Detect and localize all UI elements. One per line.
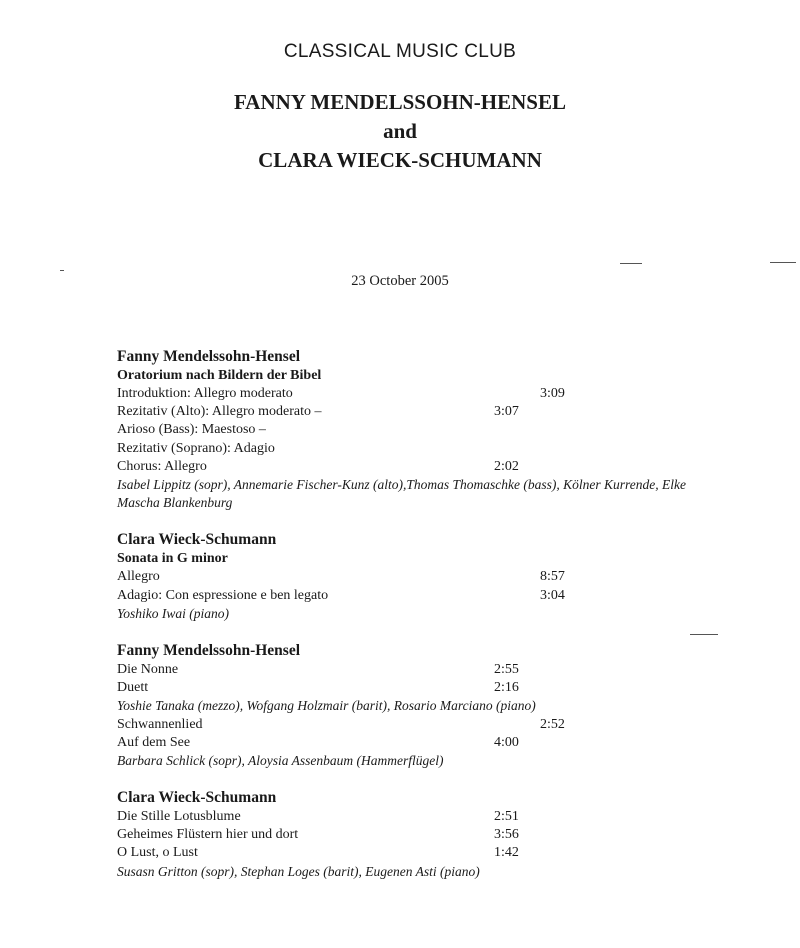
section-work-title: Sonata in G minor	[117, 551, 228, 567]
track-row	[117, 661, 717, 679]
scan-speck	[60, 270, 64, 271]
section-composer: Fanny Mendelssohn-Hensel	[117, 348, 301, 365]
track-duration: 4:00	[494, 734, 519, 750]
track-row	[117, 385, 717, 403]
track-duration: 3:07	[494, 404, 519, 420]
composer-heading-2: CLARA WIECK-SCHUMANN	[258, 148, 542, 172]
heading-conjunction: and	[383, 119, 417, 143]
performers: Susasn Gritton (sopr), Stephan Loges (barit), Eugenen Asti (piano)	[117, 863, 480, 879]
track-duration: 2:16	[494, 680, 519, 696]
section-composer: Fanny Mendelssohn-Hensel	[117, 641, 301, 659]
track-row	[117, 808, 717, 826]
program-section	[117, 530, 717, 623]
program-section	[117, 788, 717, 881]
track-title: Arioso (Bass): Maestoso –	[117, 422, 266, 438]
track-title: Rezitativ (Soprano): Adagio	[117, 440, 275, 456]
track-row	[117, 403, 717, 421]
track-row	[117, 587, 717, 605]
program-list	[117, 347, 717, 899]
track-duration: 2:51	[494, 809, 519, 825]
track-row	[117, 679, 717, 697]
track-title: Geheimes Flüstern hier und dort	[117, 827, 299, 843]
track-title: Duett	[117, 680, 149, 696]
performers: Yoshiko Iwai (piano)	[117, 605, 230, 621]
track-duration: 2:55	[494, 661, 519, 677]
track-duration: 3:04	[540, 587, 565, 603]
track-row	[117, 826, 717, 844]
track-duration: 2:52	[540, 716, 565, 732]
track-title: Die Stille Lotusblume	[117, 809, 241, 825]
scan-speck	[690, 634, 718, 635]
program-section	[117, 641, 717, 770]
track-title: Introduktion: Allegro moderato	[117, 386, 293, 401]
track-duration: 2:02	[494, 458, 519, 474]
program-section	[117, 347, 717, 512]
club-title: CLASSICAL MUSIC CLUB	[283, 41, 517, 62]
scan-speck	[770, 262, 796, 263]
track-title: Die Nonne	[117, 661, 179, 677]
track-title: Auf dem See	[117, 734, 191, 750]
track-row	[117, 440, 717, 458]
track-title: Allegro	[117, 569, 160, 585]
section-composer: Clara Wieck-Schumann	[117, 789, 277, 807]
program-heading	[0, 88, 800, 175]
performers: Barbara Schlick (sopr), Aloysia Assenbaum (Hammerflügel)	[117, 752, 444, 768]
track-row	[117, 568, 717, 586]
track-title: O Lust, o Lust	[117, 845, 198, 861]
performers: Yoshie Tanaka (mezzo), Wofgang Holzmair (barit), Rosario Marciano (piano)	[117, 698, 536, 714]
track-duration: 8:57	[540, 569, 565, 585]
track-title: Rezitativ (Alto): Allegro moderato –	[117, 404, 322, 420]
section-work-title: Oratorium nach Bildern der Bibel	[117, 368, 322, 383]
track-row	[117, 421, 717, 439]
track-title: Adagio: Con espressione e ben legato	[117, 587, 329, 603]
track-duration: 1:42	[494, 845, 519, 861]
track-row	[117, 844, 717, 862]
performers: Isabel Lippitz (sopr), Annemarie Fischer-Kunz (alto),Thomas Thomaschke (bass), Kölner Kurrende, Elke Mascha Blankenburg	[117, 476, 686, 511]
track-row	[117, 716, 717, 734]
section-composer: Clara Wieck-Schumann	[117, 531, 277, 549]
track-row	[117, 458, 717, 476]
track-duration: 3:09	[540, 386, 565, 401]
track-row	[117, 734, 717, 752]
track-title: Schwannenlied	[117, 716, 203, 732]
scan-speck	[620, 263, 642, 264]
track-title: Chorus: Allegro	[117, 458, 207, 474]
track-duration: 3:56	[494, 827, 519, 843]
composer-heading-1: FANNY MENDELSSOHN-HENSEL	[234, 90, 566, 114]
concert-date: 23 October 2005	[351, 273, 449, 289]
